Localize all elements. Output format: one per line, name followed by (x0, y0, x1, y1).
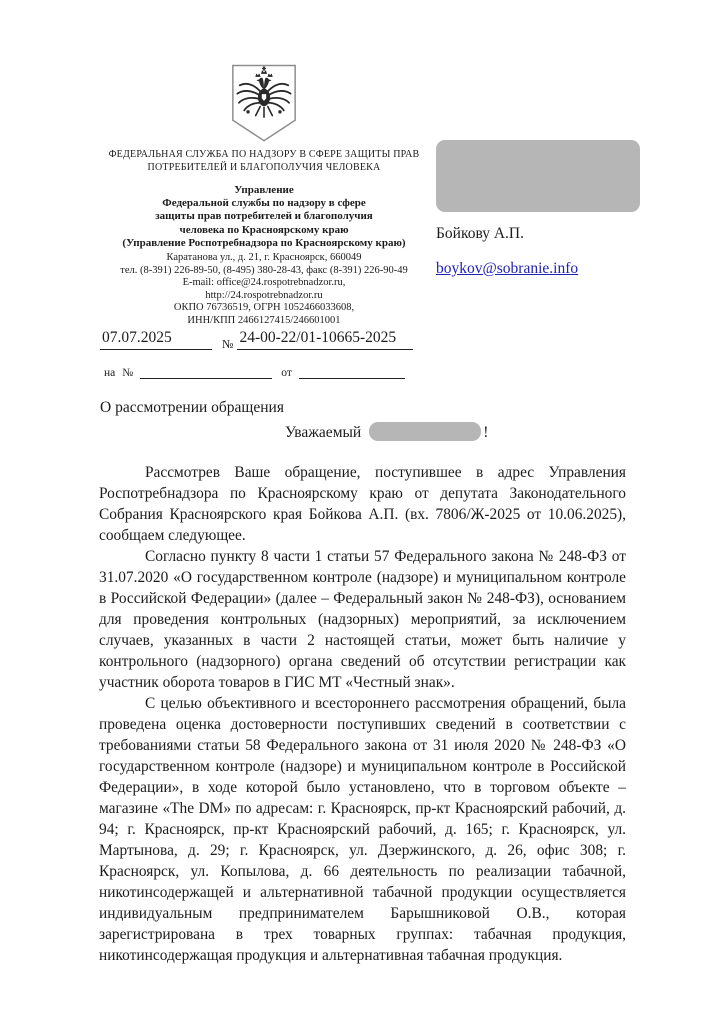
recipient-name: Бойкову А.П. (436, 225, 524, 242)
body-paragraph: Рассмотрев Ваше обращение, поступившее в адрес Управления Роспотребнадзора по Красноярскому краю от депутата Законодательного Собрания Красноярского края Бойкова А.П. (вх. 7806/Ж-2025 от 10.06.2025), сообщаем следующее. (99, 464, 626, 544)
org-address-line: E-mail: office@24.rospotrebnadzor.ru, (182, 277, 346, 289)
org-name-line: Управление (234, 184, 294, 196)
org-name-line: (Управление Роспотребнадзора по Красноярскому краю) (122, 236, 406, 249)
salutation-suffix: ! (483, 424, 489, 441)
redacted-recipient-address-box (436, 140, 640, 212)
agency-name-caps: ФЕДЕРАЛЬНАЯ СЛУЖБА ПО НАДЗОРУ В СФЕРЕ ЗАЩИТЫ ПРАВ ПОТРЕБИТЕЛЕЙ И БЛАГОПОЛУЧИЯ ЧЕЛОВЕКА (108, 149, 420, 173)
body-paragraph: С целью объективного и всестороннего рассмотрения обращений, была проведена оценка достоверности поступивших сведений в соответствии с требованиями статьи 58 Федерального закона от 31 июля 2020 № 248-ФЗ «О государственном контроле (надзоре) и муниципальном контроле в Российской Федерации», в ходе которой было установлено, что в торговом объекте – магазине «The DM» по адресам: г. Красноярск, пр-кт Красноярский рабочий, д. 94; г. Красноярск, пр-кт Красноярский рабочий, д. 165; г. Красноярск, ул. Мартынова, д. 29; г. Красноярск, ул. Дзержинского, д. 26, офис 308; г. Красноярск, ул. Копылова, д. 66 деятельность по реализации табачной, никотинсодержащей и альтернативной табачной продукции осуществляется индивидуальным предпринимателем Барышниковой О.В., которая зарегистрирована в трех товарных группах: табачная продукция, никотинсодержащая продукция и альтернативная табачная продукция. (99, 695, 626, 964)
org-address-line: ОКПО 76736519, ОГРН 1052466033608, (173, 302, 355, 314)
outgoing-number: 24-00-22/01-10665-2025 (237, 329, 413, 350)
redacted-name-box (369, 422, 481, 441)
salutation-line (285, 422, 488, 442)
reply-to-label: на (104, 367, 116, 379)
org-name-line: Федеральной службы по надзору в сфере (162, 197, 366, 210)
outgoing-reference-row (100, 329, 413, 350)
recipient-email-link[interactable]: boykov@sobranie.info (436, 260, 579, 277)
org-address-line: ИНН/КПП 2466127415/246601001 (187, 314, 341, 326)
org-address-line: http://24.rospotrebnadzor.ru (205, 289, 323, 301)
reply-from-label: от (281, 367, 292, 379)
blank-underline (140, 366, 272, 379)
number-sign: № (222, 337, 234, 351)
subject-line: О рассмотрении обращения (100, 399, 284, 416)
reply-number-sign: № (122, 367, 134, 379)
salutation-prefix: Уважаемый (285, 424, 362, 441)
blank-underline (299, 366, 405, 379)
outgoing-date: 07.07.2025 (100, 329, 212, 350)
coat-of-arms-emblem (97, 64, 431, 143)
org-address-line: тел. (8-391) 226-89-50, (8-495) 380-28-43, факс (8-391) 226-90-49 (120, 264, 408, 276)
org-address-block (97, 252, 431, 328)
letter-body (99, 462, 626, 966)
recipient-block (436, 140, 644, 278)
org-name-line: защиты прав потребителей и благополучия (155, 210, 373, 223)
reply-reference-row (104, 366, 405, 379)
letterhead (97, 64, 431, 328)
org-name-line: человека по Красноярскому краю (179, 223, 349, 236)
body-paragraph: Согласно пункту 8 части 1 статьи 57 Федерального закона № 248-ФЗ от 31.07.2020 «О государственном контроле (надзоре) и муниципальном контроле в Российской Федерации» (далее – Федеральный закон № 248-ФЗ), основанием для проведения контрольных (надзорных) мероприятий, за исключением случаев, указанных в части 2 настоящей статьи, может быть наличие у контрольного (надзорного) органа сведений об отсутствии регистрации как участник оборота товаров в ГИС МТ «Честный знак». (99, 548, 626, 691)
org-address-line: Каратанова ул., д. 21, г. Красноярск, 660049 (166, 252, 362, 264)
org-name-block (97, 184, 431, 250)
